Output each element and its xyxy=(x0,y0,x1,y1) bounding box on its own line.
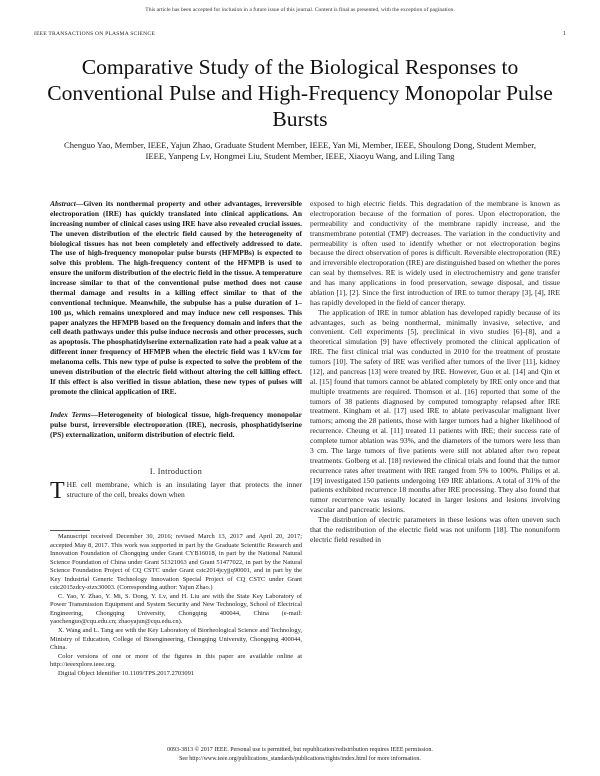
copyright-line: 0093-3813 © 2017 IEEE. Personal use is permitted, but republication/redistribution requires IEEE permission. xyxy=(167,747,433,753)
paper-title: Comparative Study of the Biological Responses to Conventional Pulse and High-Frequency Monopolar Pulse Bursts xyxy=(47,55,553,131)
index-terms-text: Heterogeneity of biological tissue, high-frequency monopolar pulse burst, irreversible electroporation (IRE), necrosis, phosphatidylserine (PS) externalization, uniform distribution of electric field. xyxy=(50,410,303,439)
dropcap: T xyxy=(50,478,65,504)
copyright-footer xyxy=(0,746,600,763)
footnote-divider xyxy=(50,530,90,531)
footnote-color: Color versions of one or more of the figures in this paper are available online at http://ieeexplore.ieee.org. xyxy=(50,652,302,669)
intro-text: HE cell membrane, which is an insulating layer that protects the inner structure of the cell, breaks down when xyxy=(66,480,302,499)
footnote-affiliation-2: X. Wang and L. Tang are with the Key Laboratory of Biorheological Science and Technology, Ministry of Education, College of Bioengineering, Chongqing University, Chongqing 400044, China. xyxy=(50,627,302,652)
index-terms-lead: Index Terms xyxy=(50,410,91,419)
rights-link[interactable]: See http://www.ieee.org/publications_standards/publications/rights/index.html for more information. xyxy=(179,755,421,762)
page-number: 1 xyxy=(563,31,566,37)
body-paragraph-1: exposed to high electric fields. This degradation of the membrane is known as electroporation because of the formation of pores. Upon electroporation, the permeability and conductivity of the membrane rapidly increase, and the transmembrane potential (TMP) decreases. The variation in the conductivity and permeability is often used to identify whether or not electroporation begins because the direct observation of pores is difficult. Reversible electroporation (RE) and irreversible electroporation (IRE) are distinguished based on whether the pores can seal by themselves. RE is widely used in electrochemistry and gene transfer and has many applications in food preservation, sewage disposal, and tissue ablation [1], [2]. Since the first introduction of IRE to tumor therapy [3], [4], IRE has rapidly developed in the field of cancer therapy. xyxy=(310,199,560,307)
author-list: Chenguo Yao, Member, IEEE, Yajun Zhao, Graduate Student Member, IEEE, Yan Mi, Member, IEEE, Shoulong Dong, Student Member, IEEE, Yanpeng Lv, Hongmei Liu, Student Member, IEEE, Xiaoyu Wang, and Liling Tang xyxy=(64,140,536,162)
section-heading: I. Introduction xyxy=(149,467,203,476)
index-terms: Index Terms—Heterogeneity of biological tissue, high-frequency monopolar pulse burst, irreversible electroporation (IRE), necrosis, phosphatidylserine (PS) externalization, uniform distribution of electric field. xyxy=(50,410,303,439)
abstract-lead: Abstract xyxy=(50,199,76,208)
footnote-affiliation-1: C. Yao, Y. Zhao, Y. Mi, S. Dong, Y. Lv, and H. Liu are with the State Key Laboratory of Power Transmission Equipment and System Security and New Technology, School of Electrical Engineering, Chongqing University, Chongqing 400044, China (e-mail: yaochenguo@cqu.edu.cn; zhaoyajun@cqu.edu.cn). xyxy=(50,592,302,626)
footnote-doi: Digital Object Identifier 10.1109/TPS.2017.2703091 xyxy=(58,669,195,677)
body-paragraph-3: The distribution of electric parameters in these lesions was often uneven such that the redistribution of the electric field was not uniform [18]. The nonuniform electric field resulted in xyxy=(310,515,560,544)
acceptance-notice: This article has been accepted for inclusion in a future issue of this journal. Content is final as presented, with the exception of pagination. xyxy=(145,7,455,13)
intro-paragraph xyxy=(50,478,302,504)
footnotes xyxy=(50,533,302,678)
running-head: IEEE TRANSACTIONS ON PLASMA SCIENCE xyxy=(34,31,155,37)
abstract-text: Given its nonthermal property and other advantages, irreversible electroporation (IRE) has quickly translated into clinical applications. An increasing number of clinical cases using IRE have also revealed crucial issues. The uneven distribution of the electric field caused by the heterogeneity of biological tissues has not been completely and effectively addressed to date. The use of high-frequency monopolar pulse bursts (HFMPBs) is expected to solve this problem. The high-frequency content of the HFMPB is used to ensure the uniform distribution of the electric field in the tissue. A temperature increase similar to that of the conventional pulse method does not cause thermal damage and results in a killing effect similar to that of the conventional technique. Meanwhile, the subpulse has a pulse duration of 1–100 μs, which remains unexplored and may induce new cell responses. This paper analyzes the HFMPB based on the frequency domain and infers that the cell death pathways under this pulse induce necrosis and other processes, such as apoptosis. The phosphatidylserine externalization rate had a peak value at a different inner frequency of HFMPB when the electric field was 1 kV/cm for melanoma cells. This new type of pulse is expected to solve the problem of the uneven distribution of the electric field without altering the cell killing effect. If this effect is also verified in tissue ablation, these new types of pulses will promote the clinical application of IRE. xyxy=(50,199,302,396)
footnote-funding: Manuscript received December 30, 2016; revised March 13, 2017 and April 20, 2017; accepted May 8, 2017. This work was supported in part by the Graduate Scientific Research and Innovation Foundation of Chongqing under Grant CYB16018, in part by the National Natural Science Foundation of China under Grant 51321063 and Grant 51477022, in part by the Natural Science Foundation Project of CQ CSTC under Grant cstc2014jcyjjq90001, and in part by the Key Industrial Generic Technology Innovation Special Project of CQ CSTC under Grant cstc2015zdcy-ztzx30003. (Corresponding author: Yajun Zhao.) xyxy=(50,533,302,592)
right-column-body xyxy=(310,199,560,545)
abstract: Abstract—Given its nonthermal property and other advantages, irreversible electroporation (IRE) has quickly translated into clinical applications. An increasing number of clinical cases using IRE have also revealed crucial issues. The uneven distribution of the electric field caused by the heterogeneity of biological tissues has not been completely and effectively addressed to date. The use of high-frequency monopolar pulse bursts (HFMPBs) is expected to solve this problem. The high-frequency content of the HFMPB is used to ensure the uniform distribution of the electric field in the tissue. A temperature increase similar to that of the conventional pulse method does not cause thermal damage and results in a killing effect similar to that of the conventional technique. Meanwhile, the subpulse has a pulse duration of 1–100 μs, which remains unexplored and may induce new cell responses. This paper analyzes the HFMPB based on the frequency domain and infers that the cell death pathways under this pulse induce necrosis and other processes, such as apoptosis. The phosphatidylserine externalization rate had a peak value at a different inner frequency of HFMPB when the electric field was 1 kV/cm for melanoma cells. This new type of pulse is expected to solve the problem of the uneven distribution of the electric field without altering the cell killing effect. If this effect is also verified in tissue ablation, these new types of pulses will promote the clinical application of IRE. xyxy=(50,199,302,396)
body-paragraph-2: The application of IRE in tumor ablation has developed rapidly because of its advantages, such as being nonthermal, minimally invasive, selective, and convenient. Cell experiments [5], preclinical in vivo studies [6]–[8], and a theoretical simulation [9] have effectively promoted the clinical application of IRE. The first clinical trial was conducted in 2010 for the treatment of prostate tumors [10]. The safety of IRE was verified after tumors of the liver [11], kidney [12], and pancreas [13] were treated by IRE. However, Guo et al. [14] and Qin et al. [15] found that tumors cannot be ablated completely by IRE only once and that multiple treatments are required. Thomson et al. [16] reported that some of the tumors of 38 patients diagnosed by computed tomography relapsed after IRE treatment. Kingham et al. [17] used IRE to ablate perivascular malignant liver tumors; among the 28 patients, those with larger tumors had a higher likelihood of recurrence. Cheung et al. [11] treated 11 patients with IRE; their success rate of complete tumor ablation was 93%, and the diameters of the tumors were less than 3 cm. The large tumors of five patients were still not ablated after two repeat treatments. Golberg et al. [18] reviewed the clinical trials and found that the tumor recurrence rates after treatment with IRE ranged from 5% to 100%. Philips et al. [19] investigated 150 patients undergoing 169 IRE ablations. A total of 31% of the patients exhibited recurrence 18 months after IRE processing. They also found that tumor recurrence was usually located in larger lesions and lesions involving vascular and pancreatic lesions. xyxy=(310,307,560,515)
